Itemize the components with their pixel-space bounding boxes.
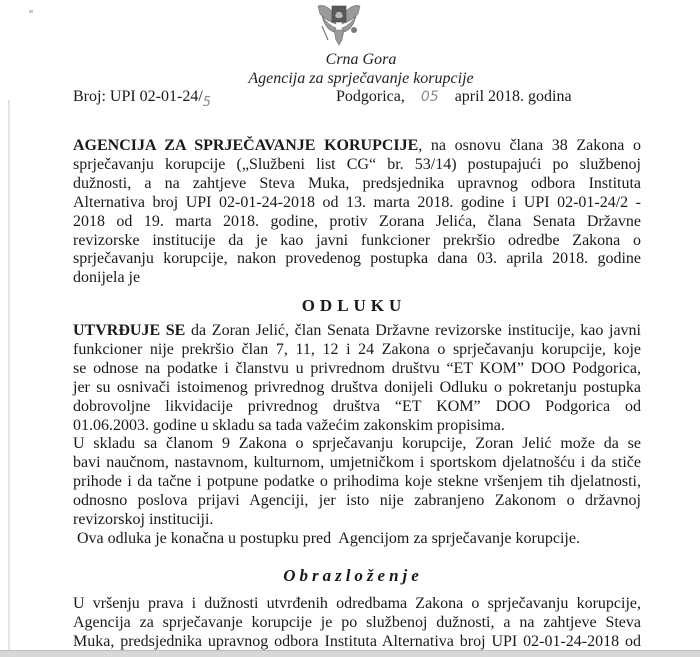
paragraph-line: se odnose na podatke i članstvu u privrednom društvu “ET KOM” DOO Podgorica, <box>73 359 641 377</box>
paragraph-line: dužnosti, a na zahtjeve Steva Muka, predsjednika upravnog odbora Instituta <box>73 174 641 192</box>
paragraph-line: UTVRĐUJE SE da Zoran Jelić, član Senata Državne revizorske institucije, kao javni <box>73 322 642 339</box>
paragraph-line: revizorskoj instituciji. <box>73 511 214 529</box>
scan-speck <box>29 10 33 13</box>
decision-paragraph <box>73 322 641 549</box>
paragraph-line: prihode i da tačne i potpune podatke o prihodima koje stekne vršenjem tih djelatnosti, <box>73 473 641 491</box>
paragraph-line: bavi naučnom, nastavnom, kulturnom, umjetničkom i sportskom djelatnošću i da stiče <box>73 454 641 472</box>
paragraph-line: Ova odluka je konačna u postupku pred Agencijom za sprječavanje korupcije. <box>73 529 580 547</box>
paragraph-line: U skladu sa članom 9 Zakona o sprječavanju korupcije, Zoran Jelić može da se <box>73 435 641 453</box>
ruling-bold: UTVRĐUJE SE <box>73 322 186 339</box>
reasoning-paragraph <box>73 595 641 652</box>
paragraph-line: U vršenju prava i dužnosti utvrđenih odredbama Zakona o sprječavanju korupcije, <box>73 595 641 612</box>
intro-paragraph <box>73 137 641 288</box>
header-agency: Agencija za sprječavanje korupcije <box>248 70 474 87</box>
paragraph-line: sprječavanju korupcije („Službeni list CG“ br. 53/14) postupajući po službenoj <box>73 155 641 173</box>
reference-number-label: Broj: UPI 02-01-24/ <box>73 88 203 105</box>
paragraph-line: 01.06.2003. godine u skladu sa tada važećim zakonskim propisima. <box>73 416 505 434</box>
handwritten-number: 5 <box>202 95 212 110</box>
header-country: Crna Gora <box>325 51 397 68</box>
paragraph-line: revizorske institucije da je kao javni funkcioner prekršio odredbe Zakona o <box>73 231 641 249</box>
paragraph-line: Agencija za sprječavanje korupcije je po službenoj dužnosti, a na zahtjeve Steva <box>73 613 641 631</box>
reference-date <box>336 88 572 106</box>
handwritten-day: 05 <box>420 89 439 105</box>
reference-date-rest: april 2018. godina <box>454 88 572 105</box>
paragraph-line: 2018 od 19. marta 2018. godine, protiv Zorana Jelića, člana Senata Državne <box>73 212 641 230</box>
paragraph-line: funkcioner nije prekršio član 7, 11, 12 i 24 Zakona o sprječavanju korupcije, koje <box>73 340 641 358</box>
paragraph-line: AGENCIJA ZA SPRJEČAVANJE KORUPCIJE, na osnovu člana 38 Zakona o <box>73 137 641 154</box>
reasoning-heading: Obrazloženje <box>283 566 423 585</box>
reference-number <box>73 88 212 110</box>
agency-name-bold: AGENCIJA ZA SPRJEČAVANJE KORUPCIJE <box>73 137 419 154</box>
paragraph-line: odnosno poslova prijavi Agenciji, jer isto nije zabranjeno Zakonom o državnoj <box>73 492 641 510</box>
paragraph-line: Alternativa broj UPI 02-01-24-2018 od 13. marta 2018. godine i UPI 02-01-24/2 - <box>73 193 641 211</box>
paragraph-line: Muka, predsjednika upravnog odbora Instituta Alternativa broj UPI 02-01-24-2018 od <box>73 632 641 650</box>
paragraph-line: donijela je <box>73 269 141 287</box>
paragraph-line: jer su osnivači istoimenog privrednog društva donijeli Odluku o pokretanju postupka <box>73 378 641 396</box>
paragraph-line: dobrovoljne likvidacije privrednog društva “ET KOM” DOO Podgorica od <box>73 397 641 415</box>
decision-heading: ODLUKU <box>301 296 407 315</box>
paragraph-line: sprječavanju korupcije, nakon provedenog postupka dana 03. aprila 2018. godine <box>73 250 641 268</box>
coat-of-arms-icon <box>314 0 364 46</box>
reference-place: Podgorica, <box>336 88 405 105</box>
